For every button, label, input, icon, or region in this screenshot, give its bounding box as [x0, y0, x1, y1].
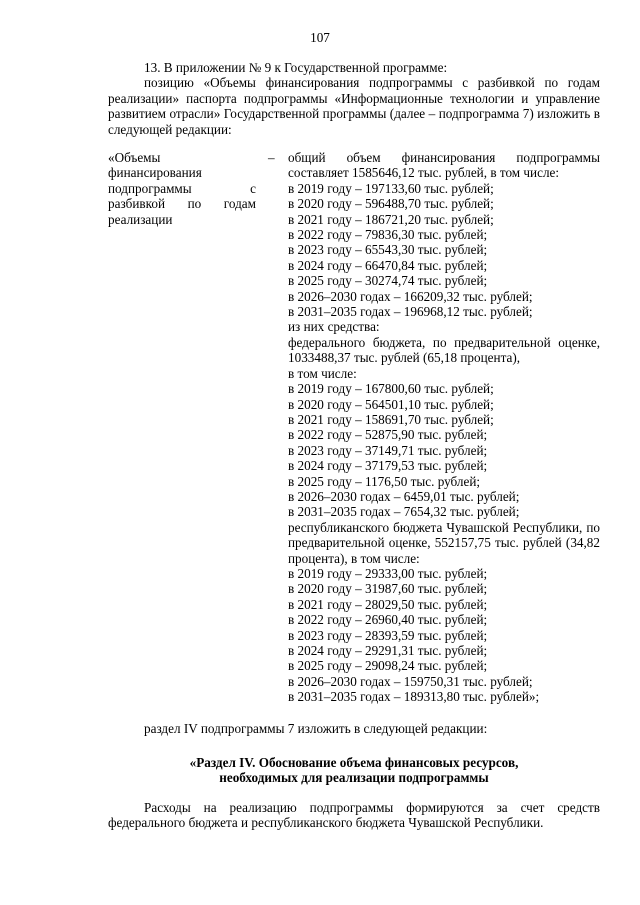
year-line: в 2022 году – 79836,30 тыс. рублей; — [288, 227, 488, 243]
year-line: в 2019 году – 29333,00 тыс. рублей; — [288, 565, 488, 581]
year-line: в 2020 году – 596488,70 тыс. рублей; — [288, 196, 494, 212]
year-line: в 2031–2035 годах – 7654,32 тыс. рублей; — [288, 504, 520, 520]
year-line: в 2023 году – 37149,71 тыс. рублей; — [288, 442, 488, 458]
right-cell — [288, 150, 600, 705]
republic-text: республиканского бюджета Чувашской Республики, по предварительной оценке, 552157,75 тыс. рублей (34,82 процента), в том числе: — [288, 519, 600, 566]
section-heading-line1: «Раздел IV. Обоснование объема финансовых ресурсов, — [189, 755, 519, 770]
left-cell — [108, 150, 275, 227]
total-text: общий объем финансирования подпрограммы составляет 1585646,12 тыс. рублей, в том числе: — [288, 150, 600, 181]
year-line: в 2026–2030 годах – 6459,01 тыс. рублей; — [288, 488, 520, 504]
year-line: в 2031–2035 годах – 189313,80 тыс. рублей»; — [288, 689, 540, 705]
year-line: в 2023 году – 65543,30 тыс. рублей; — [288, 242, 488, 258]
year-line: в 2025 году – 30274,74 тыс. рублей; — [288, 273, 488, 289]
year-line: в 2021 году – 186721,20 тыс. рублей; — [288, 211, 494, 227]
of-them-text: из них средства: — [288, 319, 380, 335]
page-number: 107 — [310, 30, 330, 45]
left-cell-text: «Объемы финансирования подпрограммы с разбивкой по годам реализации — [108, 150, 256, 227]
section-heading — [108, 755, 600, 786]
intro-position-text: позицию «Объемы финансирования подпрограммы с разбивкой по годам реализации» паспорта подпрограммы «Информационные технологии и управление развитием отрасли» Государственной программы (далее – подпрограмма 7) изложить в следующей редакции: — [108, 75, 600, 137]
year-line: в 2024 году – 29291,31 тыс. рублей; — [288, 643, 488, 658]
year-line: в 2031–2035 годах – 196968,12 тыс. рублей; — [288, 304, 533, 320]
year-line: в 2022 году – 52875,90 тыс. рублей; — [288, 427, 488, 443]
year-line: в 2020 году – 564501,10 тыс. рублей; — [288, 396, 494, 412]
year-line: в 2023 году – 28393,59 тыс. рублей; — [288, 627, 488, 643]
year-line: в 2026–2030 годах – 159750,31 тыс. рублей; — [288, 673, 533, 689]
section-intro: раздел IV подпрограммы 7 изложить в следующей редакции: — [144, 721, 488, 736]
year-line: в 2021 году – 158691,70 тыс. рублей; — [288, 411, 494, 427]
year-line: в 2020 году – 31987,60 тыс. рублей; — [288, 581, 488, 597]
year-line: в 2021 году – 28029,50 тыс. рублей; — [288, 596, 488, 612]
year-line: в 2025 году – 1176,50 тыс. рублей; — [288, 473, 481, 489]
year-line: в 2025 году – 29098,24 тыс. рублей; — [288, 658, 488, 674]
year-line: в 2019 году – 167800,60 тыс. рублей; — [288, 381, 494, 397]
year-line: в 2026–2030 годах – 166209,32 тыс. рублей; — [288, 288, 533, 304]
year-line: в 2019 году – 197133,60 тыс. рублей; — [288, 180, 494, 196]
year-line: в 2024 году – 37179,53 тыс. рублей; — [288, 458, 488, 474]
section-text: Расходы на реализацию подпрограммы формируются за счет средств федерального бюджета и республиканского бюджета Чувашской Республики. — [108, 800, 600, 831]
intro-item: 13. В приложении № 9 к Государственной программе: — [144, 60, 448, 75]
year-line: в 2024 году – 66470,84 тыс. рублей; — [288, 257, 488, 273]
federal-incl-text: в том числе: — [288, 365, 357, 381]
section-heading-line2: необходимых для реализации подпрограммы — [219, 770, 489, 786]
total-years-list — [288, 181, 600, 320]
federal-years-list — [288, 381, 600, 520]
republic-years-list — [288, 566, 600, 705]
federal-text: федерального бюджета, по предварительной оценке, 1033488,37 тыс. рублей (65,18 процента), — [288, 334, 600, 366]
year-line: в 2022 году – 26960,40 тыс. рублей; — [288, 612, 488, 628]
intro-block — [108, 60, 600, 137]
left-cell-dash: – — [268, 150, 275, 165]
